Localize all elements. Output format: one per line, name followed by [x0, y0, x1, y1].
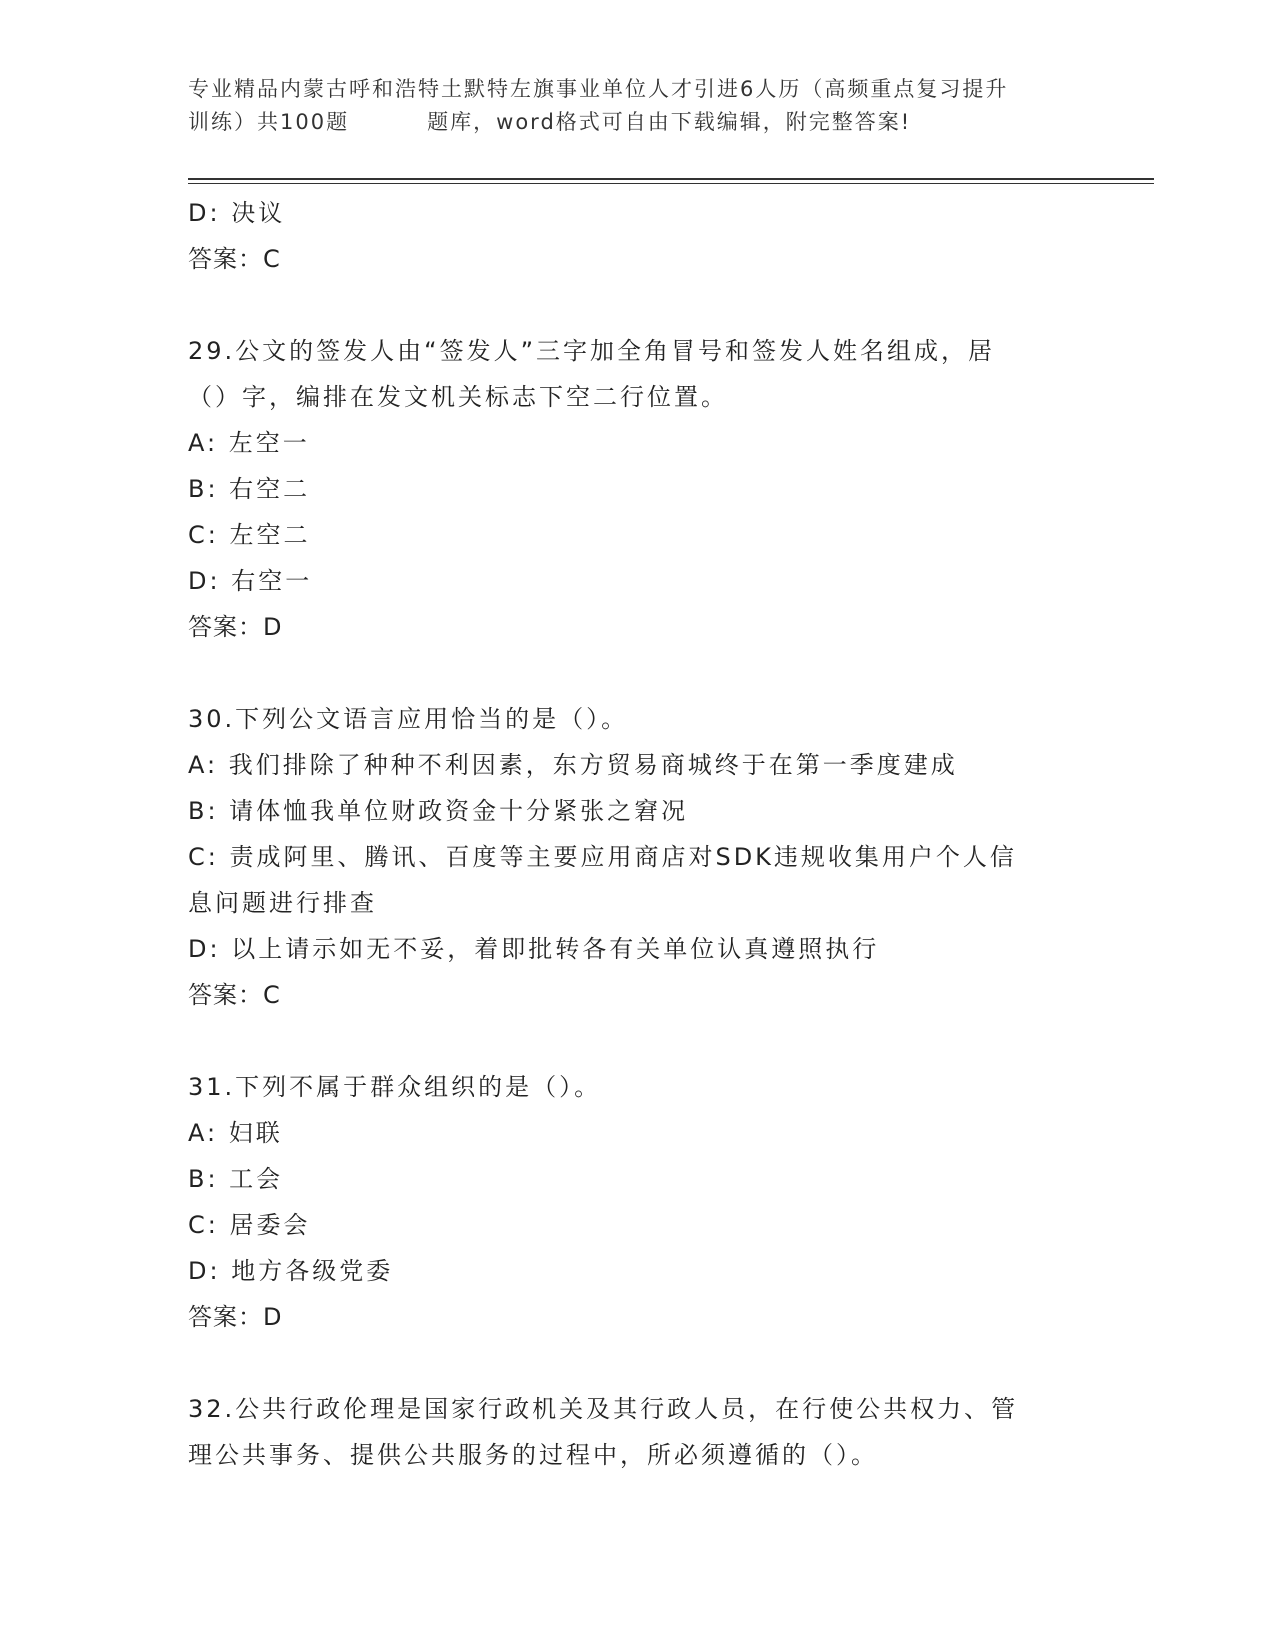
spacer [188, 1340, 1088, 1386]
question-stem-line: （）字，编排在发文机关标志下空二行位置。 [188, 383, 728, 411]
header-title-line-1: 专业精品内蒙古呼和浩特土默特左旗事业单位人才引进6人历（高频重点复习提升 [188, 77, 1009, 101]
option-c-line: 息问题进行排查 [188, 889, 377, 917]
option-b: B: 请体恤我单位财政资金十分紧张之窘况 [188, 797, 689, 825]
option-d: D: 地方各级党委 [188, 1257, 394, 1285]
option-d: D: 决议 [188, 199, 286, 227]
answer-line: 答案：C [188, 981, 281, 1009]
question-stem: 31.下列不属于群众组织的是（）。 [188, 1073, 602, 1101]
question-30 [188, 696, 1088, 1018]
header-title-line-2: 训练）共100题 题库，word格式可自由下载编辑，附完整答案! [188, 110, 912, 134]
answer-line: 答案：D [188, 1303, 283, 1331]
question-stem: 30.下列公文语言应用恰当的是（）。 [188, 705, 629, 733]
option-b: B: 右空二 [188, 475, 311, 503]
header-divider-thin [188, 183, 1154, 184]
question-stem-line: 32.公共行政伦理是国家行政机关及其行政人员，在行使公共权力、管 [188, 1395, 1019, 1423]
option-c-line: C: 责成阿里、腾讯、百度等主要应用商店对SDK违规收集用户个人信 [188, 843, 1017, 871]
spacer [188, 1018, 1088, 1064]
question-stem-line: 理公共事务、提供公共服务的过程中，所必须遵循的（）。 [188, 1441, 878, 1469]
question-32 [188, 1386, 1088, 1478]
spacer [188, 282, 1088, 328]
option-a: A: 我们排除了种种不利因素，东方贸易商城终于在第一季度建成 [188, 751, 958, 779]
question-31 [188, 1064, 1088, 1340]
document-header [188, 73, 1108, 139]
spacer [188, 650, 1088, 696]
option-c: C: 左空二 [188, 521, 311, 549]
header-divider-thick [188, 178, 1154, 180]
option-c: C: 居委会 [188, 1211, 311, 1239]
option-d: D: 以上请示如无不妥，着即批转各有关单位认真遵照执行 [188, 935, 880, 963]
option-b: B: 工会 [188, 1165, 284, 1193]
option-a: A: 妇联 [188, 1119, 283, 1147]
question-stem-line: 29.公文的签发人由“签发人”三字加全角冒号和签发人姓名组成，居 [188, 337, 996, 365]
answer-line: 答案：D [188, 613, 283, 641]
option-d: D: 右空一 [188, 567, 313, 595]
option-a: A: 左空一 [188, 429, 310, 457]
question-list [188, 190, 1088, 1478]
question-29 [188, 328, 1088, 650]
answer-line: 答案：C [188, 245, 281, 273]
question-28-tail [188, 190, 1088, 282]
